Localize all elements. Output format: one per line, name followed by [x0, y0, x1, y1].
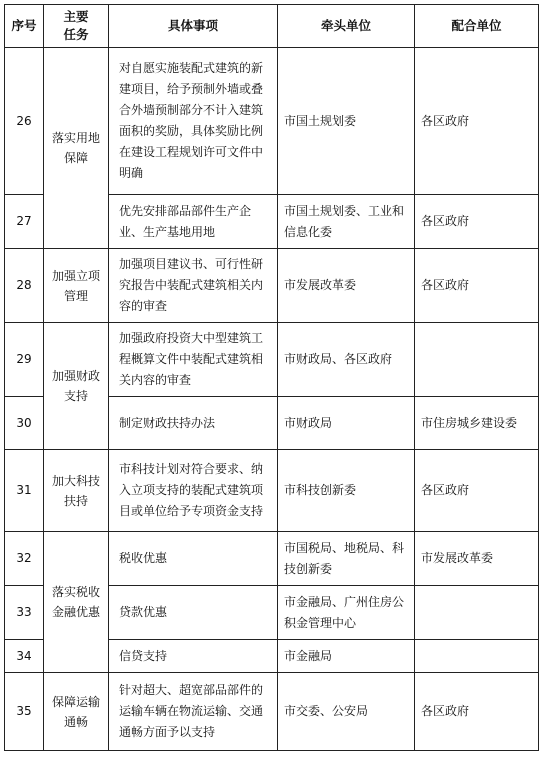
lead-unit: 市金融局 — [278, 640, 415, 673]
header-main-task: 主要 任务 — [44, 5, 109, 48]
row-number: 30 — [5, 397, 44, 450]
lead-unit: 市国税局、地税局、科技创新委 — [278, 532, 415, 586]
cooperating-unit: 各区政府 — [415, 673, 539, 751]
cooperating-unit: 各区政府 — [415, 249, 539, 323]
policy-task-table — [4, 4, 539, 751]
lead-unit: 市科技创新委 — [278, 450, 415, 532]
row-number: 29 — [5, 323, 44, 397]
item-text: 贷款优惠 — [109, 586, 278, 640]
item-text: 优先安排部品部件生产企业、生产基地用地 — [109, 195, 278, 249]
policy-table-page — [4, 4, 538, 751]
cooperating-unit — [415, 586, 539, 640]
task-project-management: 加强立项 管理 — [44, 249, 109, 323]
lead-unit: 市金融局、广州住房公积金管理中心 — [278, 586, 415, 640]
table-row — [5, 450, 539, 532]
row-number: 34 — [5, 640, 44, 673]
task-tech-support: 加大科技 扶持 — [44, 450, 109, 532]
task-fiscal-support: 加强财政 支持 — [44, 323, 109, 450]
table-row — [5, 249, 539, 323]
lead-unit: 市国土规划委、工业和信息化委 — [278, 195, 415, 249]
cooperating-unit — [415, 323, 539, 397]
item-text: 加强项目建议书、可行性研究报告中装配式建筑相关内容的审查 — [109, 249, 278, 323]
lead-unit: 市交委、公安局 — [278, 673, 415, 751]
item-text: 市科技计划对符合要求、纳入立项支持的装配式建筑项目或单位给予专项资金支持 — [109, 450, 278, 532]
cooperating-unit: 各区政府 — [415, 450, 539, 532]
header-serial-number: 序号 — [5, 5, 44, 48]
lead-unit: 市国土规划委 — [278, 48, 415, 195]
task-land-guarantee: 落实用地 保障 — [44, 48, 109, 249]
row-number: 32 — [5, 532, 44, 586]
cooperating-unit — [415, 640, 539, 673]
cooperating-unit: 各区政府 — [415, 195, 539, 249]
item-text: 制定财政扶持办法 — [109, 397, 278, 450]
row-number: 35 — [5, 673, 44, 751]
header-specific-item: 具体事项 — [109, 5, 278, 48]
item-text: 对自愿实施装配式建筑的新建项目，给予预制外墙或叠合外墙预制部分不计入建筑面积的奖励，具体奖励比例在建设工程规划许可文件中明确 — [109, 48, 278, 195]
table-header-row — [5, 5, 539, 48]
task-transport-guarantee: 保障运输 通畅 — [44, 673, 109, 751]
table-row — [5, 323, 539, 397]
row-number: 33 — [5, 586, 44, 640]
cooperating-unit: 市住房城乡建设委 — [415, 397, 539, 450]
item-text: 税收优惠 — [109, 532, 278, 586]
item-text: 针对超大、超宽部品部件的运输车辆在物流运输、交通通畅方面予以支持 — [109, 673, 278, 751]
header-lead-unit: 牵头单位 — [278, 5, 415, 48]
table-row — [5, 673, 539, 751]
lead-unit: 市财政局、各区政府 — [278, 323, 415, 397]
lead-unit: 市财政局 — [278, 397, 415, 450]
row-number: 27 — [5, 195, 44, 249]
row-number: 28 — [5, 249, 44, 323]
cooperating-unit: 市发展改革委 — [415, 532, 539, 586]
row-number: 31 — [5, 450, 44, 532]
item-text: 信贷支持 — [109, 640, 278, 673]
lead-unit: 市发展改革委 — [278, 249, 415, 323]
header-cooperating-unit: 配合单位 — [415, 5, 539, 48]
task-tax-finance: 落实税收 金融优惠 — [44, 532, 109, 673]
cooperating-unit: 各区政府 — [415, 48, 539, 195]
table-row — [5, 48, 539, 195]
table-row — [5, 532, 539, 586]
item-text: 加强政府投资大中型建筑工程概算文件中装配式建筑相关内容的审查 — [109, 323, 278, 397]
row-number: 26 — [5, 48, 44, 195]
